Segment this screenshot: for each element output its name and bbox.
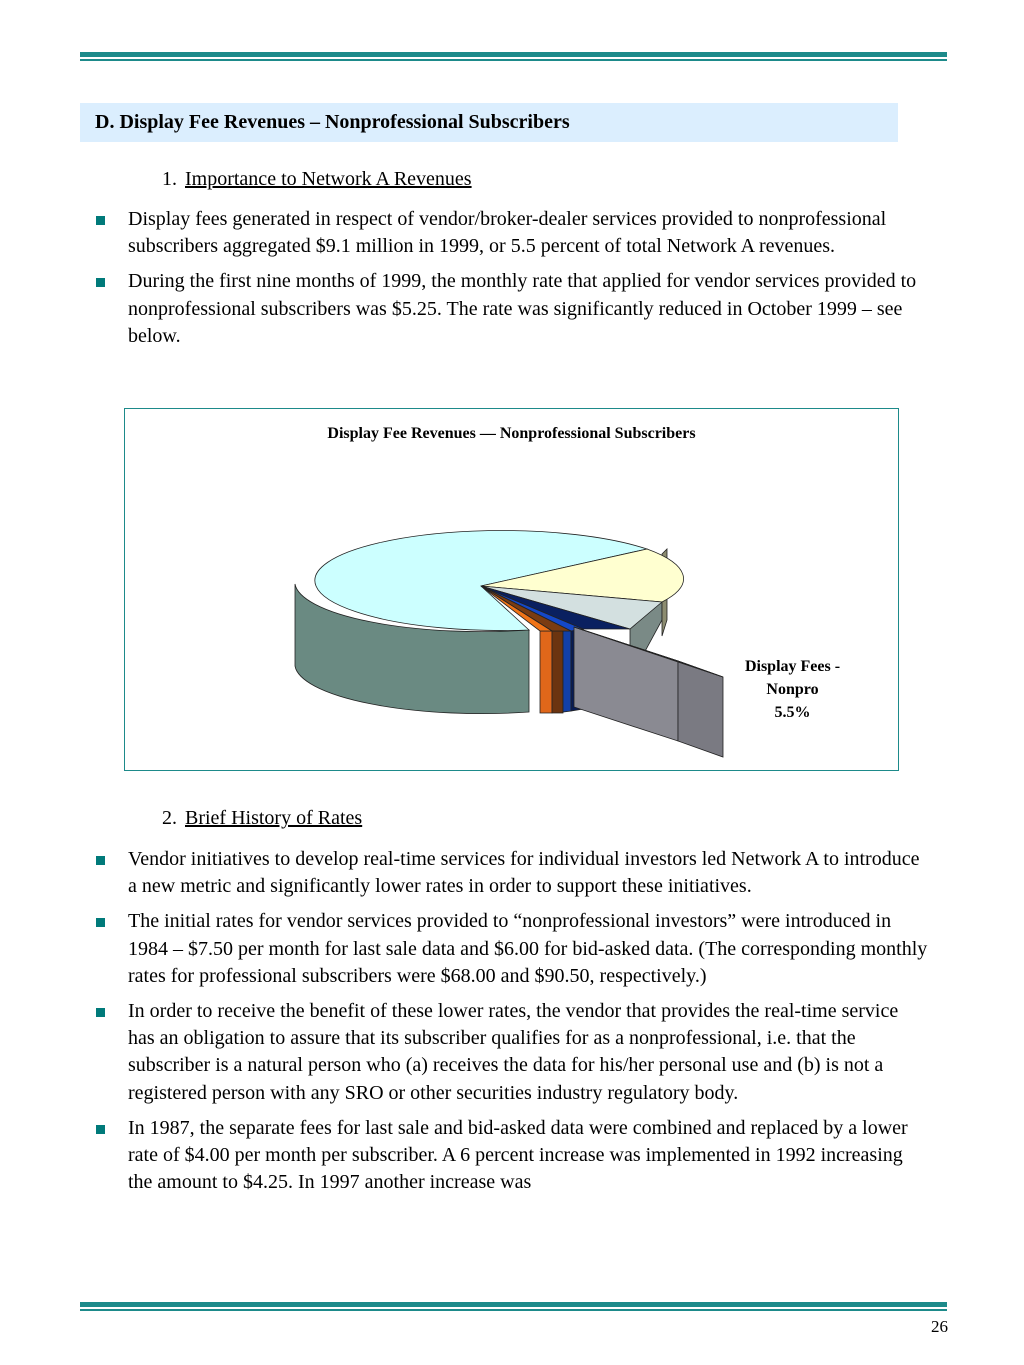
subheading-1-title: Importance to Network A Revenues	[185, 168, 472, 190]
bullet-text: During the first nine months of 1999, the monthly rate that applied for vendor services provided to nonprofessional subscribers was $5.25. The rate was significantly reduced in October 1999 – see below.	[128, 270, 917, 347]
pie-side-brown	[552, 631, 563, 713]
subheading-2-title: Brief History of Rates	[185, 807, 363, 829]
square-bullet-icon	[96, 216, 105, 225]
pie-side-blue	[563, 631, 571, 712]
bullet-item	[96, 846, 928, 900]
bottom-rule	[80, 1302, 947, 1311]
bullet-list-2	[96, 846, 928, 1204]
square-bullet-icon	[96, 1008, 105, 1017]
bullet-item	[96, 206, 928, 260]
bullet-text: Vendor initiatives to develop real-time services for individual investors led Network A to introduce a new metric and significantly lower rates in order to support these initiatives.	[128, 848, 920, 898]
pie-chart	[124, 408, 899, 771]
slice-label-value: 5.5%	[774, 704, 811, 721]
bullet-item	[96, 908, 928, 990]
bullet-item	[96, 268, 928, 350]
subheading-2	[162, 807, 362, 830]
chart-title: Display Fee Revenues — Nonprofessional Subscribers	[327, 425, 696, 442]
bullet-text: In 1987, the separate fees for last sale and bid-asked data were combined and replaced by a lower rate of $4.00 per month per subscriber. A 6 percent increase was implemented in 1992 increasing the amount to $4.25. In 1997 another increase was	[128, 1116, 908, 1194]
square-bullet-icon	[96, 1125, 105, 1134]
square-bullet-icon	[96, 856, 105, 865]
pie-side-orange	[540, 631, 552, 713]
slice-label-line-2: Nonpro	[766, 681, 819, 698]
section-title: D. Display Fee Revenues – Nonprofessional Subscribers	[95, 111, 570, 133]
square-bullet-icon	[96, 278, 105, 287]
bullet-item	[96, 998, 928, 1107]
slice-label-display-fees-nonpro	[725, 655, 860, 724]
slice-label-line-1: Display Fees -	[744, 658, 841, 675]
bullet-list-1	[96, 206, 928, 358]
square-bullet-icon	[96, 918, 105, 927]
top-rule	[80, 52, 947, 61]
pie-slice-display-fees-nonpro	[574, 627, 723, 757]
bullet-text: In order to receive the benefit of these lower rates, the vendor that provides the real-time service has an obligation to assure that its subscriber qualifies for as a nonprofessional, i.e. that the subscriber is a natural person who (a) receives the data for his/her personal use and (b) is not a registered person with any SRO or other securities industry regulatory body.	[128, 1000, 899, 1104]
page-number: 26	[931, 1317, 948, 1336]
subheading-2-number: 2.	[162, 807, 177, 829]
section-heading	[80, 103, 898, 142]
subheading-1	[162, 168, 472, 191]
bullet-item	[96, 1115, 928, 1197]
bullet-text: Display fees generated in respect of vendor/broker-dealer services provided to nonprofessional subscribers aggregated $9.1 million in 1999, or 5.5 percent of total Network A revenues.	[128, 208, 887, 258]
bullet-text: The initial rates for vendor services provided to “nonprofessional investors” were introduced in 1984 – $7.50 per month for last sale data and $6.00 for bid-asked data. (The corresponding monthly rates for professional subscribers were $68.00 and $90.50, respectively.)	[128, 910, 928, 987]
subheading-1-number: 1.	[162, 168, 177, 190]
